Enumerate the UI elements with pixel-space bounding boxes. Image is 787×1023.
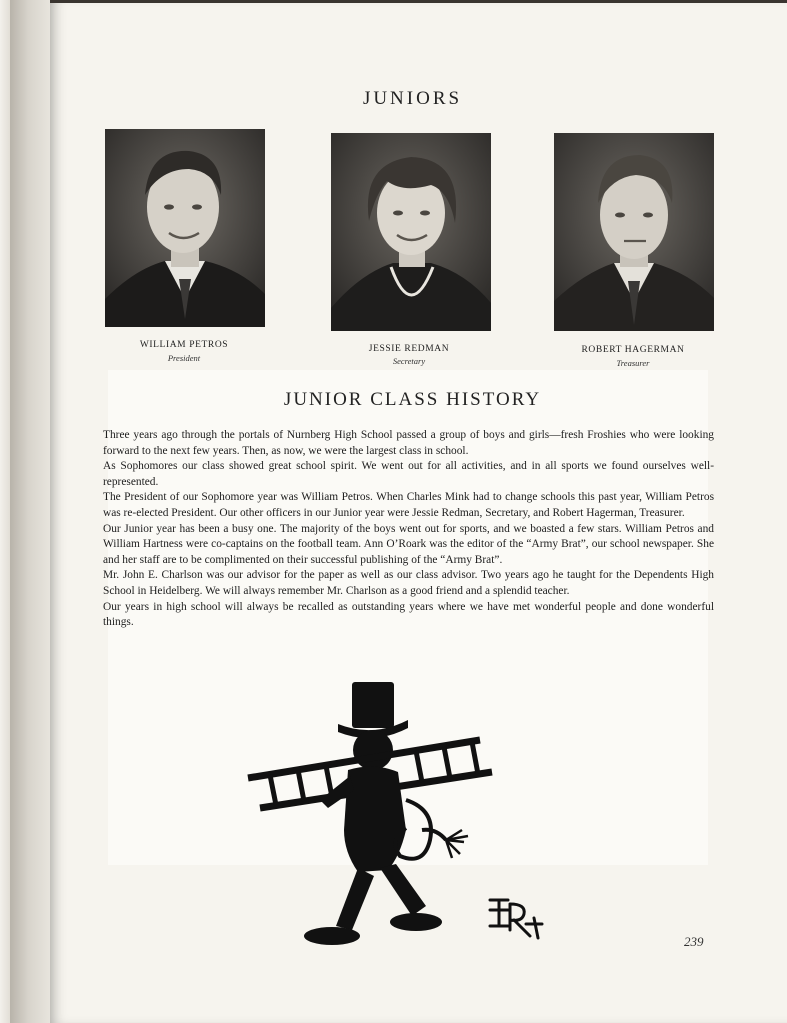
page-number: 239 (684, 934, 704, 949)
officer-role-3: Treasurer (616, 358, 650, 368)
history-paragraph: Mr. John E. Charlson was our advisor for the paper as well as our class advisor. Two years ago he taught for the Dependents High School in Heidelberg. We will always remember Mr. Charlson as a good friend and a splendid teacher. (103, 569, 714, 597)
page-title: JUNIORS (362, 88, 463, 109)
portrait-robert-hagerman (554, 133, 714, 331)
history-paragraph: As Sophomores our class showed great school spirit. We went out for all activities, and in all sports we found ourselves well-represented. (103, 460, 714, 488)
history-paragraph: The President of our Sophomore year was William Petros. When Charles Mink had to change schools this past year, William Petros was re-elected President. Our other officers in our Junior year were Jessie Redman, Secretary, and Robert Hagerman, Treasurer. (103, 491, 714, 519)
class-history-text (103, 428, 714, 631)
officer-name-2: JESSIE REDMAN (368, 344, 450, 354)
section-title: JUNIOR CLASS HISTORY (283, 389, 542, 410)
book-left-edge (0, 0, 10, 1023)
history-paragraph: Our Junior year has been a busy one. The majority of the boys went out for sports, and we boasted a few stars. William Petros and William Hartness were co-captains on the football team. Ann O’Roark was the editor of the “Army Brat”, our school newspaper. She and her staff are to be complimented on their successful publishing of the “Army Brat”. (103, 522, 714, 566)
history-paragraph: Our years in high school will always be recalled as outstanding years where we have met wonderful people and done wonderful things. (103, 600, 714, 629)
chimney-sweep-illustration (240, 680, 510, 960)
officer-role-1: President (167, 353, 201, 363)
book-spine-shadow (10, 0, 52, 1023)
officer-name-1: WILLIAM PETROS (139, 340, 229, 350)
page-top-edge (50, 0, 787, 3)
history-paragraph: Three years ago through the portals of Nurnberg High School passed a group of boys and girls—fresh Froshies who were looking forward to the next few years. Then, as now, we were the largest class in school. (103, 429, 714, 457)
officer-role-2: Secretary (392, 356, 426, 366)
portrait-jessie-redman (331, 133, 491, 331)
artist-monogram-icon (486, 892, 548, 942)
officer-name-3: ROBERT HAGERMAN (581, 345, 685, 355)
portrait-william-petros (105, 129, 265, 327)
